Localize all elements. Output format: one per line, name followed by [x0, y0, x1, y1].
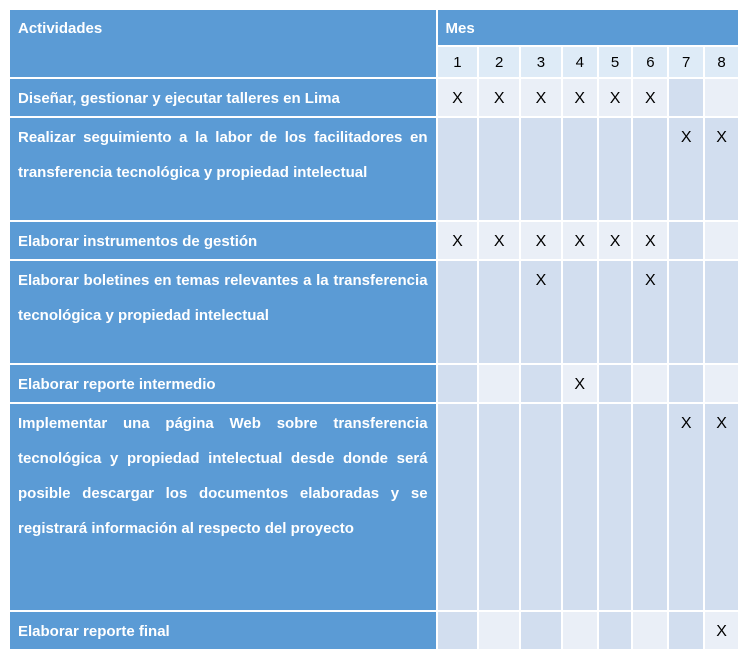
month-cell	[520, 403, 562, 611]
month-cell	[520, 117, 562, 221]
month-cell: X	[632, 260, 668, 364]
month-header: Mes	[437, 9, 739, 46]
month-cell: X	[520, 78, 562, 117]
month-cell	[478, 364, 520, 403]
activity-label: Elaborar boletines en temas relevantes a la transferencia tecnológica y propiedad intelectual	[9, 260, 437, 364]
month-cell	[668, 611, 704, 650]
header-row	[9, 9, 739, 46]
month-cell: X	[704, 403, 739, 611]
month-cell	[704, 78, 739, 117]
month-cell: X	[520, 260, 562, 364]
month-cell	[632, 403, 668, 611]
activity-row	[9, 260, 739, 364]
month-cell: X	[632, 78, 668, 117]
month-cell: X	[562, 221, 598, 260]
month-cell	[598, 364, 633, 403]
activity-row	[9, 403, 739, 611]
month-cell	[562, 403, 598, 611]
activity-label: Diseñar, gestionar y ejecutar talleres en Lima	[9, 78, 437, 117]
month-cell	[478, 611, 520, 650]
month-cell	[704, 364, 739, 403]
month-number: 8	[704, 46, 739, 78]
activity-row	[9, 221, 739, 260]
month-cell	[478, 260, 520, 364]
activity-row	[9, 364, 739, 403]
month-cell: X	[437, 78, 479, 117]
month-cell	[598, 260, 633, 364]
month-cell	[437, 117, 479, 221]
month-cell: X	[668, 117, 704, 221]
month-cell	[478, 117, 520, 221]
schedule-table	[8, 8, 740, 651]
month-number: 2	[478, 46, 520, 78]
month-cell	[668, 78, 704, 117]
month-cell	[478, 403, 520, 611]
month-cell	[668, 221, 704, 260]
month-cell: X	[598, 78, 633, 117]
month-number: 5	[598, 46, 633, 78]
month-cell	[632, 611, 668, 650]
month-number: 3	[520, 46, 562, 78]
month-cell	[437, 611, 479, 650]
activity-label: Implementar una página Web sobre transferencia tecnológica y propiedad intelectual desde donde será posible descargar los documentos elaboradas y se registrará información al respecto del proyecto	[9, 403, 437, 611]
month-number: 7	[668, 46, 704, 78]
month-cell	[704, 260, 739, 364]
month-cell	[520, 364, 562, 403]
activity-label: Elaborar instrumentos de gestión	[9, 221, 437, 260]
month-cell	[562, 117, 598, 221]
month-cell	[598, 403, 633, 611]
month-cell	[598, 611, 633, 650]
month-number: 4	[562, 46, 598, 78]
month-number: 1	[437, 46, 479, 78]
month-cell	[598, 117, 633, 221]
activity-row	[9, 611, 739, 650]
month-cell: X	[668, 403, 704, 611]
month-cell: X	[632, 221, 668, 260]
month-cell	[437, 403, 479, 611]
activity-label: Elaborar reporte intermedio	[9, 364, 437, 403]
month-cell: X	[478, 78, 520, 117]
month-cell	[437, 364, 479, 403]
month-cell: X	[704, 611, 739, 650]
activity-label: Realizar seguimiento a la labor de los facilitadores en transferencia tecnológica y propiedad intelectual	[9, 117, 437, 221]
month-cell	[668, 260, 704, 364]
month-cell: X	[437, 221, 479, 260]
month-cell: X	[562, 364, 598, 403]
activity-row	[9, 78, 739, 117]
month-cell	[704, 221, 739, 260]
activity-label: Elaborar reporte final	[9, 611, 437, 650]
month-cell	[562, 260, 598, 364]
month-cell	[632, 364, 668, 403]
month-cell: X	[704, 117, 739, 221]
activities-header: Actividades	[9, 9, 437, 78]
activity-row	[9, 117, 739, 221]
month-cell: X	[562, 78, 598, 117]
month-cell	[562, 611, 598, 650]
month-number: 6	[632, 46, 668, 78]
month-cell	[437, 260, 479, 364]
month-cell: X	[520, 221, 562, 260]
month-cell: X	[598, 221, 633, 260]
month-cell	[520, 611, 562, 650]
month-cell	[668, 364, 704, 403]
month-cell: X	[478, 221, 520, 260]
month-cell	[632, 117, 668, 221]
